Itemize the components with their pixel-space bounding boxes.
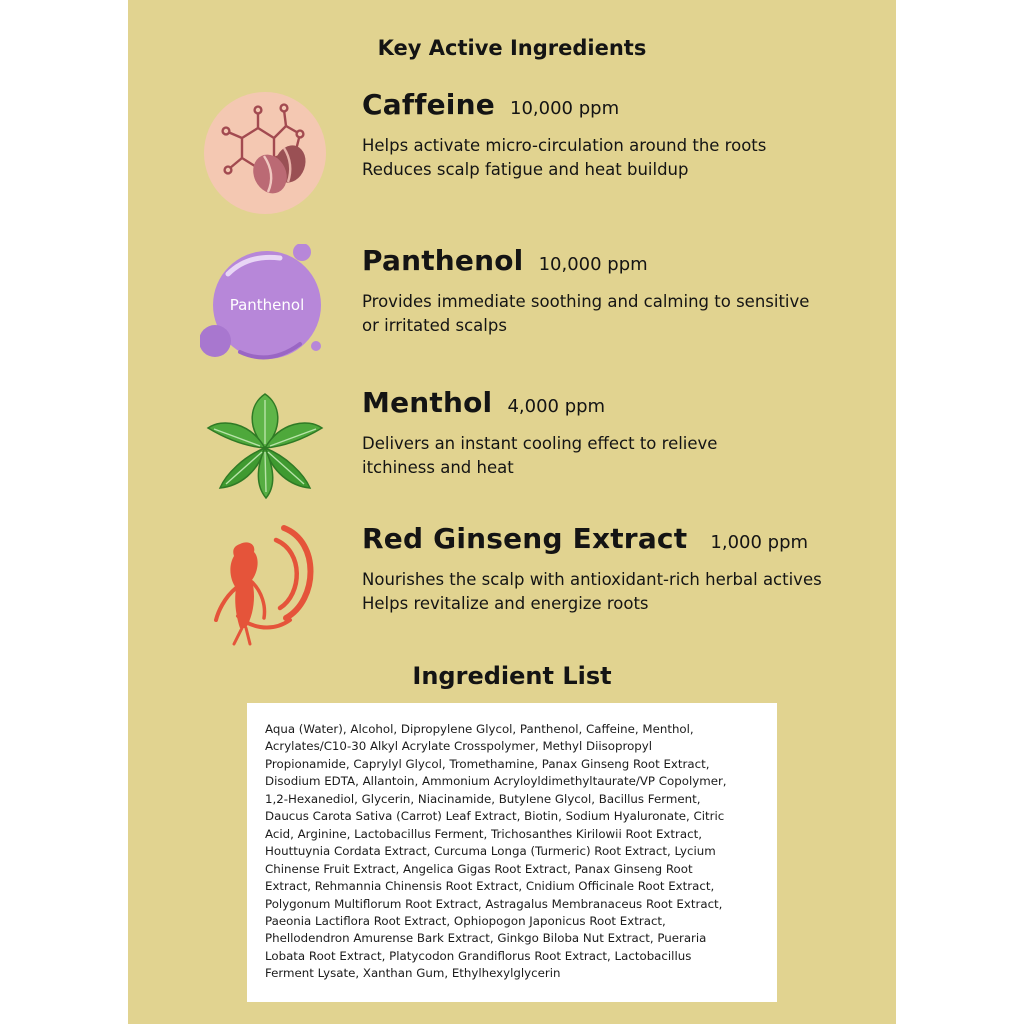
ingredient-list-line: 1,2-Hexanediol, Glycerin, Niacinamide, Butylene Glycol, Bacillus Ferment, <box>265 791 701 806</box>
ginseng-root-icon <box>200 522 330 652</box>
ingredient-description <box>362 290 862 338</box>
ingredient-ppm: 1,000 ppm <box>710 532 809 553</box>
ingredient-ppm: 4,000 ppm <box>507 396 606 417</box>
menthol-heading <box>362 386 605 419</box>
panthenol-bubble-label: Panthenol <box>229 296 305 314</box>
ingredient-list-line: Chinense Fruit Extract, Angelica Gigas Root Extract, Panax Ginseng Root <box>265 861 693 876</box>
ingredient-menthol <box>128 386 896 516</box>
ingredient-name: Caffeine <box>362 88 495 121</box>
caffeine-molecule-icon <box>200 88 330 218</box>
ingredient-description <box>362 134 862 182</box>
ingredient-list-line: Acid, Arginine, Lactobacillus Ferment, Trichosanthes Kirilowii Root Extract, <box>265 826 702 841</box>
key-ingredients-heading: Key Active Ingredients <box>377 36 647 60</box>
ingredient-description <box>362 568 862 616</box>
ingredient-list-line: Daucus Carota Sativa (Carrot) Leaf Extract, Biotin, Sodium Hyaluronate, Citric <box>265 809 725 824</box>
ingredient-list-line: Polygonum Multiflorum Root Extract, Astragalus Membranaceus Root Extract, <box>265 896 723 911</box>
description-line: Delivers an instant cooling effect to relieve <box>362 434 718 453</box>
mint-leaf-icon <box>200 386 330 516</box>
caffeine-heading <box>362 88 619 121</box>
ingredient-list-line: Houttuynia Cordata Extract, Curcuma Longa (Turmeric) Root Extract, Lycium <box>265 844 716 859</box>
description-line: Nourishes the scalp with antioxidant-rich herbal actives <box>362 570 822 589</box>
description-line: or irritated scalps <box>362 316 507 335</box>
ingredient-ppm: 10,000 ppm <box>538 254 648 275</box>
description-line: Helps activate micro-circulation around the roots <box>362 136 767 155</box>
ingredient-ppm: 10,000 ppm <box>510 98 620 119</box>
ingredient-list-line: Phellodendron Amurense Bark Extract, Ginkgo Biloba Nut Extract, Pueraria <box>265 931 707 946</box>
ingredient-panthenol <box>128 244 896 374</box>
ingredient-list-line: Acrylates/C10-30 Alkyl Acrylate Crosspolymer, Methyl Diisopropyl <box>265 739 653 754</box>
ingredient-list-line: Aqua (Water), Alcohol, Dipropylene Glycol, Panthenol, Caffeine, Menthol, <box>265 722 694 736</box>
ingredients-panel <box>128 0 896 1024</box>
description-line: Helps revitalize and energize roots <box>362 594 649 613</box>
ingredient-caffeine <box>128 88 896 218</box>
ingredient-description <box>362 432 862 480</box>
ingredient-name: Menthol <box>362 386 493 419</box>
ingredient-name: Panthenol <box>362 244 524 277</box>
ingredient-red-ginseng <box>128 522 896 652</box>
panthenol-bubble-icon <box>200 244 330 374</box>
ingredient-list-line: Ferment Lysate, Xanthan Gum, Ethylhexylglycerin <box>265 966 561 981</box>
red-ginseng-heading <box>362 522 808 555</box>
ingredient-list-line: Disodium EDTA, Allantoin, Ammonium Acryloyldimethyltaurate/VP Copolymer, <box>265 774 727 789</box>
ingredient-list-line: Paeonia Lactiflora Root Extract, Ophiopogon Japonicus Root Extract, <box>265 913 666 928</box>
ingredient-list-line: Lobata Root Extract, Platycodon Grandiflorus Root Extract, Lactobacillus <box>265 948 692 963</box>
description-line: Provides immediate soothing and calming to sensitive <box>362 292 810 311</box>
ingredient-list-heading: Ingredient List <box>412 662 612 690</box>
ingredient-name: Red Ginseng Extract <box>362 522 688 555</box>
ingredient-list-line: Propionamide, Caprylyl Glycol, Tromethamine, Panax Ginseng Root Extract, <box>265 756 710 771</box>
ingredient-list-line: Extract, Rehmannia Chinensis Root Extract, Cnidium Officinale Root Extract, <box>265 879 715 894</box>
ingredient-list-box <box>247 703 777 1002</box>
description-line: itchiness and heat <box>362 458 514 477</box>
description-line: Reduces scalp fatigue and heat buildup <box>362 160 689 179</box>
panthenol-heading <box>362 244 648 277</box>
